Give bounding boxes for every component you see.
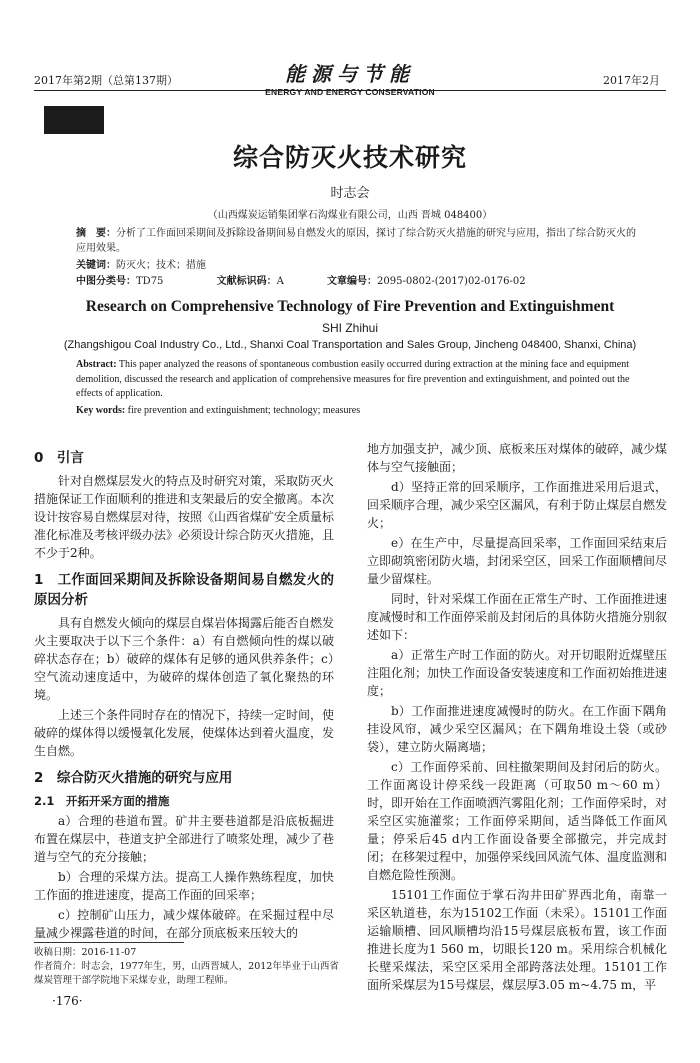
section-0-heading: 0 引言 <box>34 450 84 466</box>
keywords-label: 关键词： <box>76 260 116 271</box>
journal-masthead <box>0 58 700 97</box>
keywords-en-text: fire prevention and extinguishment; technology; measures <box>127 405 361 416</box>
section-2-1-heading: 2.1 开拓开采方面的措施 <box>34 794 170 808</box>
abstract-en <box>76 358 636 402</box>
header-rule <box>34 90 666 91</box>
journal-name-en: ENERGY AND ENERGY CONSERVATION <box>265 87 435 97</box>
issue-date: 2017年2月 <box>603 74 660 87</box>
author-cn: 时志会 <box>330 186 370 201</box>
abstract-cn <box>76 226 636 256</box>
keywords-cn <box>76 258 636 273</box>
article-no-label: 文章编号： <box>327 276 378 287</box>
page-number: ·176· <box>52 994 83 1008</box>
item-e: e）在生产中，尽量提高回采率，工作面回采结束后立即砌筑密闭防火墙，封闭采空区，回采工作面顺槽间尽量少留煤柱。 <box>367 536 668 586</box>
author-bio: 作者简介：时志会，1977年生，男，山西晋城人，2012年毕业于山西省煤炭管理干部学院地下采煤专业，助理工程师。 <box>34 961 339 986</box>
affiliation-en: (Zhangshigou Coal Industry Co., Ltd., Shanxi Coal Transportation and Sales Group, Jincheng 048400, Shanxi, China) <box>63 339 637 351</box>
right-column <box>367 440 667 996</box>
continued-paragraph: 地方加强支护，减少顶、底板来压对煤体的破碎，减少煤体与空气接触面； <box>367 442 668 474</box>
left-column <box>34 440 334 944</box>
abstract-label: 摘 要： <box>76 228 116 239</box>
section-0-paragraph: 针对自燃煤层发火的特点及时研究对策，采取防灭火措施保证工作面顺利的推进和支架最后的安全撤离。本次设计按容易自燃煤层对待，按照《山西省煤矿安全质量标准化标准及考核评级办法》必须设计综合防灭火措施，且不少于2种。 <box>34 474 335 560</box>
classification-line <box>76 274 636 289</box>
section-2-1-item-c: c）控制矿山压力，减少煤体破碎。在采掘过程中尽量减少裸露巷道的时间，在部分顶底板来压较大的 <box>34 908 334 940</box>
working-face-paragraph: 15101工作面位于掌石沟井田矿界西北角，南靠一采区轨道巷，东为15102工作面（未采）。15101工作面运输顺槽、回风顺槽均沿15号煤层底板布置，该工作面推进长度为1 560 m，切眼长120 m。采用综合机械化长壁采煤法，采空区采用全部跨落法处理。15101工作面所采煤层为15号煤层，煤层厚3.05 m~4.75 m，平 <box>367 888 667 992</box>
section-2-heading: 2 综合防灭火措施的研究与应用 <box>34 770 233 786</box>
article-title-cn: 综合防灭火技术研究 <box>232 143 467 172</box>
doc-code-label: 文献标识码： <box>216 276 277 287</box>
section-1-heading: 1 工作面回采期间及拆除设备期间易自燃发火的原因分析 <box>34 572 334 608</box>
keywords-en-label: Key words: <box>76 405 126 416</box>
clc-label: 中图分类号： <box>76 276 136 287</box>
keywords-en <box>76 405 636 416</box>
section-2-1-item-a: a）合理的巷道布置。矿井主要巷道都是沿底板掘进布置在煤层中，巷道支护全部进行了喷浆处理，减少了巷道与空气的充分接触； <box>34 814 335 864</box>
abstract-en-label: Abstract: <box>76 359 117 370</box>
author-en: SHI Zhihui <box>321 321 379 335</box>
keywords-text: 防灭火；技术；措施 <box>116 260 206 271</box>
item-d: d）坚持正常的回采顺序，工作面推进采用后退式，回采顺序合理，减少采空区漏风，有利于防止煤层自燃发火； <box>367 480 668 530</box>
section-1-paragraph-1: 具有自燃发火倾向的煤层自煤岩体揭露后能否自燃发火主要取决于以下三个条件：a）有自燃倾向性的煤以破碎状态存在；b）破碎的煤体有足够的通风供养条件；c）空气流动速度适中，为破碎的煤体创造了氧化聚热的环境。 <box>34 616 335 702</box>
article-no-value: 2095-0802-(2017)02-0176-02 <box>377 276 526 287</box>
measures-intro: 同时，针对采煤工作面在正常生产时、工作面推进速度减慢时和工作面停采前及封闭后的具体防火措施分别叙述如下： <box>367 592 668 642</box>
affiliation-cn: （山西煤炭运销集团掌石沟煤业有限公司，山西 晋城 048400） <box>207 210 493 221</box>
measure-b: b）工作面推进速度减慢时的防火。在工作面下隅角挂设风帘，减少采空区漏风；在下隅角堆设土袋（或砂袋），建立防火隔离墙； <box>367 704 667 754</box>
footnote <box>34 946 344 988</box>
abstract-en-text: This paper analyzed the reasons of spontaneous combustion easily occurred during extraction at the mining face and equipment demolition, discussed the research and application of comprehensive measures for fire prevention and extinguishment, and pointed out the effects of application. <box>76 359 630 399</box>
journal-name-cn: 能源与节能 <box>285 62 415 86</box>
section-2-1-item-b: b）合理的采煤方法。提高工人操作熟练程度，加快工作面的推进速度，提高工作面的回采率； <box>34 870 334 902</box>
section-1-paragraph-2: 上述三个条件同时存在的情况下，持续一定时间，使破碎的煤体得以缓慢氧化发展，使煤体达到着火温度，发生自燃。 <box>34 708 335 758</box>
received-date: 收稿日期：2016-11-07 <box>34 947 137 958</box>
measure-a: a）正常生产时工作面的防火。对开切眼附近煤壁压注阻化剂；加快工作面设备安装速度和工作面初始推进速度； <box>367 648 668 698</box>
doc-code-value: A <box>276 276 284 287</box>
section-tag-block <box>44 106 104 134</box>
abstract-text: 分析了工作面回采期间及拆除设备期间易自燃发火的原因，探讨了综合防灭火措施的研究与应用，指出了综合防灭火的应用效果。 <box>76 228 636 254</box>
measure-c: c）工作面停采前、回柱撤架期间及封闭后的防火。工作面离设计停采线一段距离（可取50 m～60 m）时，即开始在工作面喷洒汽雾阻化剂；工作面停采时，对采空区实施灌浆；工作面停采期间，适当降低工作面风量；停采后45 d内工作面设备要全部撤完，并完成封闭；在移架过程中，加强停采线回风流气体、温度监测和自燃危险性预测。 <box>367 760 668 882</box>
footnote-rule <box>34 942 184 943</box>
issue-info: 2017年第2期（总第137期） <box>34 74 178 87</box>
article-title-en: Research on Comprehensive Technology of Fire Prevention and Extinguishment <box>85 298 615 315</box>
clc-value: TD75 <box>136 276 164 287</box>
